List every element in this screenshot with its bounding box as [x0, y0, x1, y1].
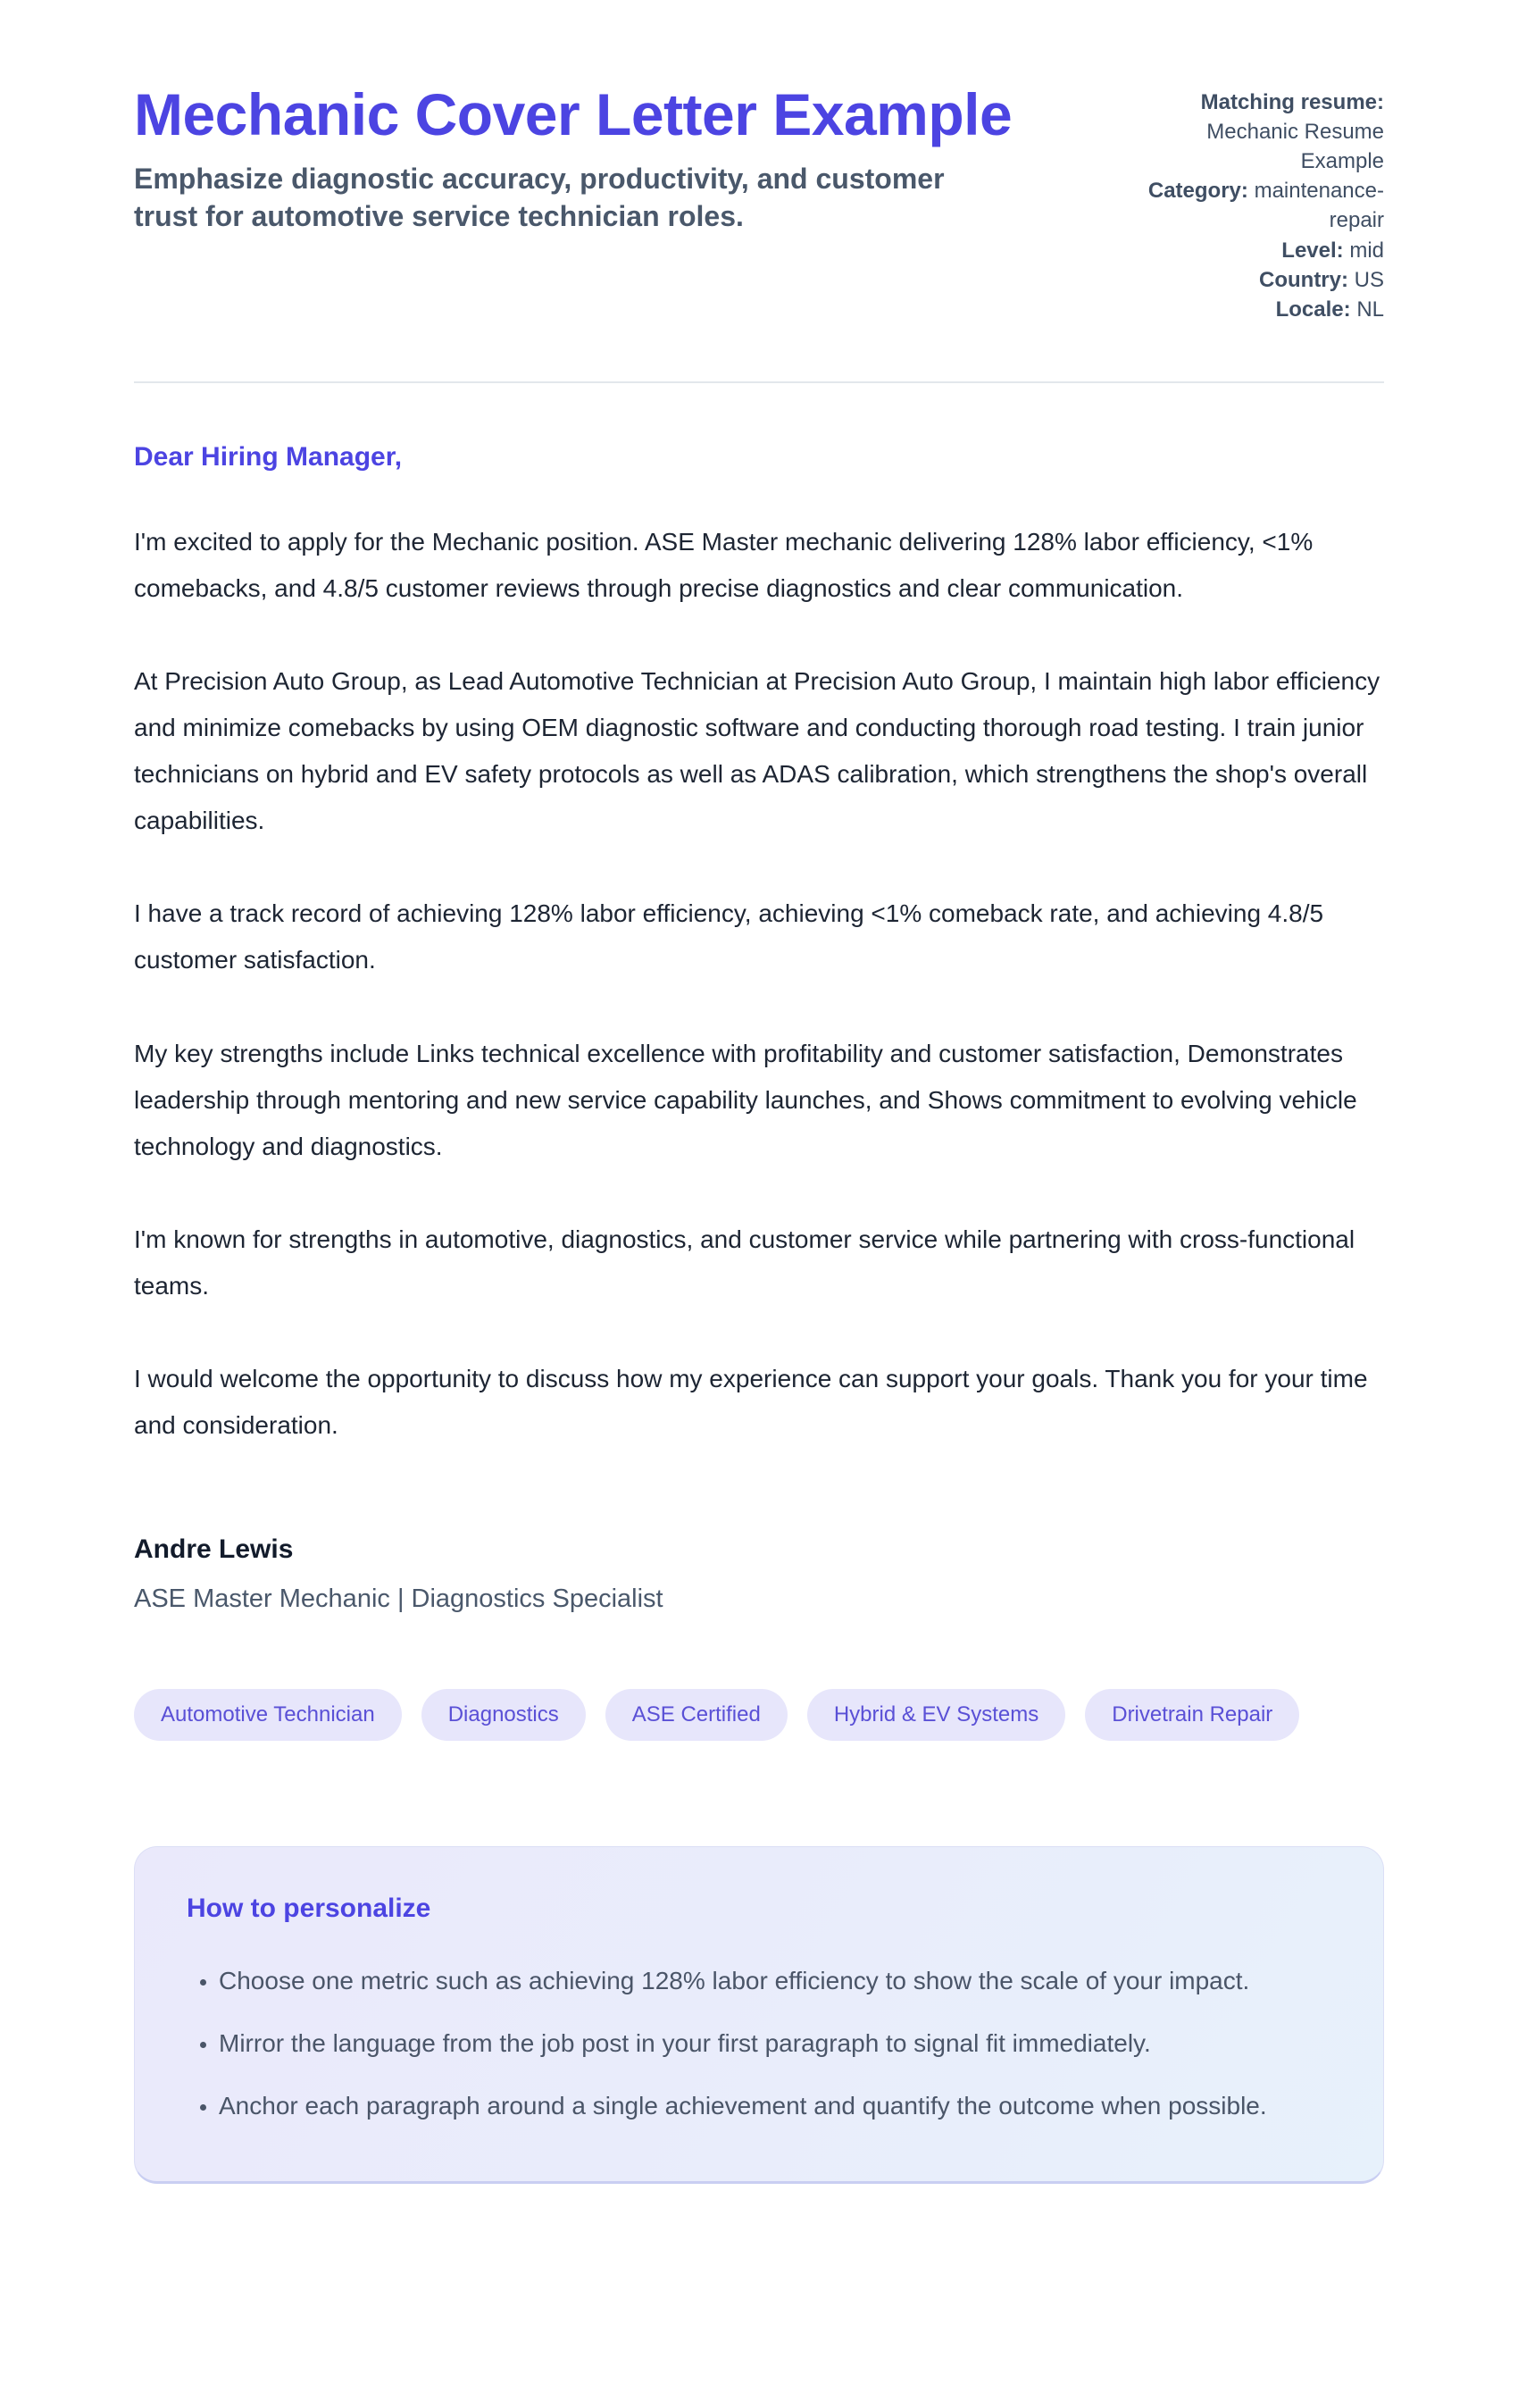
tag-list — [134, 1689, 1384, 1741]
meta-item-matching-resume — [1141, 88, 1384, 176]
letter-paragraph: I'm known for strengths in automotive, diagnostics, and customer service while partnering with cross-functional teams. — [134, 1225, 1355, 1300]
meta-item-country — [1141, 265, 1384, 295]
meta-item-level — [1141, 236, 1384, 265]
tag-pill-automotive-technician[interactable]: Automotive Technician — [134, 1689, 402, 1741]
meta-label: Country: — [1259, 267, 1348, 292]
meta-value: NL — [1356, 297, 1384, 322]
meta-item-locale — [1141, 295, 1384, 324]
cover-letter — [134, 442, 1384, 1614]
header — [134, 82, 1384, 324]
meta-label: Matching resume: — [1200, 90, 1384, 114]
tag-pill-diagnostics[interactable]: Diagnostics — [421, 1689, 586, 1741]
meta-value: US — [1354, 267, 1384, 292]
meta-value: maintenance-repair — [1254, 179, 1384, 233]
signature-role: ASE Master Mechanic | Diagnostics Specialist — [134, 1584, 663, 1614]
page-title: Mechanic Cover Letter Example — [134, 81, 1013, 147]
meta-label: Locale: — [1275, 297, 1351, 322]
letter-paragraph: I have a track record of achieving 128% labor efficiency, achieving <1% comeback rate, and achieving 4.8/5 customer satisfaction. — [134, 899, 1324, 974]
personalize-title: How to personalize — [187, 1894, 431, 1924]
tag-pill-hybrid-ev-systems[interactable]: Hybrid & EV Systems — [807, 1689, 1065, 1741]
tip-list — [187, 1958, 1331, 2129]
meta-value: Mechanic Resume Example — [1206, 120, 1384, 174]
letter-paragraph: At Precision Auto Group, as Lead Automotive Technician at Precision Auto Group, I maintain high labor efficiency and minimize comebacks by using OEM diagnostic software and conducting thorough road testing. I train junior technicians on hybrid and EV safety protocols as well as ADAS calibration, which strengthens the shop's overall capabilities. — [134, 667, 1380, 835]
header-divider — [134, 381, 1384, 383]
meta-label: Category: — [1147, 179, 1248, 204]
signature-name: Andre Lewis — [134, 1534, 294, 1565]
header-text-block — [134, 82, 1012, 235]
tip-item: • Choose one metric such as achieving 128% labor efficiency to show the scale of your impact. — [219, 1958, 1331, 2004]
meta-label: Level: — [1281, 238, 1344, 263]
page-subtitle: Emphasize diagnostic accuracy, productivity, and customer trust for automotive service technician roles. — [134, 162, 945, 232]
meta-value: mid — [1349, 238, 1384, 263]
tip-item: • Anchor each paragraph around a single achievement and quantify the outcome when possible. — [219, 2083, 1331, 2129]
meta-item-category — [1141, 176, 1384, 235]
tip-item: • Mirror the language from the job post in your first paragraph to signal fit immediately. — [219, 2020, 1331, 2067]
greeting: Dear Hiring Manager, — [134, 441, 403, 472]
tag-pill-drivetrain-repair[interactable]: Drivetrain Repair — [1085, 1689, 1299, 1741]
letter-paragraph: I'm excited to apply for the Mechanic position. ASE Master mechanic delivering 128% labor efficiency, <1% comebacks, and 4.8/5 customer reviews through precise diagnostics and clear communication. — [134, 527, 1314, 602]
tag-pill-ase-certified[interactable]: ASE Certified — [605, 1689, 788, 1741]
meta-panel — [1141, 82, 1384, 324]
letter-paragraph: My key strengths include Links technical excellence with profitability and customer satisfaction, Demonstrates leadership through mentoring and new service capability launches, and Shows commitment to evolving vehicle technology and diagnostics. — [134, 1039, 1357, 1160]
letter-paragraph: I would welcome the opportunity to discuss how my experience can support your goals. Thank you for your time and consideration. — [134, 1364, 1368, 1439]
personalize-card — [134, 1846, 1384, 2184]
